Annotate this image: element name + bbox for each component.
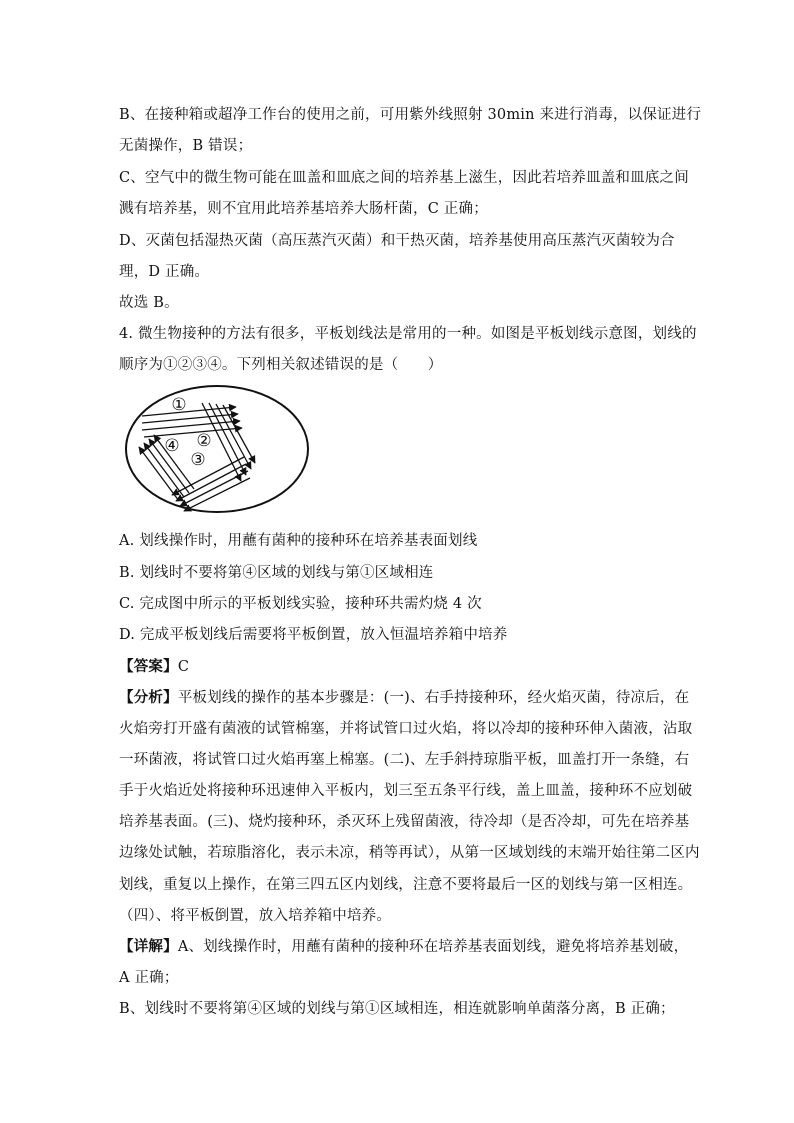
detail-label: 【详解】 bbox=[119, 938, 178, 955]
question-stem-line-1: 4. 微生物接种的方法有很多，平板划线法是常用的一种。如图是平板划线示意图，划线的 bbox=[119, 326, 697, 342]
option-d: D. 完成平板划线后需要将平板倒置，放入恒温培养箱中培养 bbox=[119, 627, 508, 643]
analysis-line-5: 培养基表面。(三)、烧灼接种环，杀灭环上残留菌液，待冷却（是否冷却，可先在培养基 bbox=[119, 814, 690, 830]
text-line-6: 理，D 正确。 bbox=[119, 264, 210, 280]
detail-line-1 bbox=[119, 935, 688, 956]
analysis-line-6: 边缘处试触，若琼脂溶化，表示未凉，稍等再试），从第一区域划线的末端开始往第二区内 bbox=[119, 845, 700, 861]
answer-label: 【答案】 bbox=[119, 658, 178, 675]
analysis-line-7: 划线，重复以上操作，在第三四五区内划线，注意不要将最后一区的划线与第一区相连。 bbox=[119, 877, 693, 893]
analysis-line-4: 手于火焰近处将接种环迅速伸入平板内，划三至五条平行线，盖上皿盖，接种环不应划破 bbox=[119, 783, 693, 799]
region-label-3: ③ bbox=[190, 450, 206, 470]
detail-line-2: A 正确； bbox=[119, 970, 179, 986]
text-line-4: 溅有培养基，则不宜用此培养基培养大肠杆菌，C 正确； bbox=[119, 201, 488, 217]
text-line-2: 无菌操作，B 错误； bbox=[119, 138, 253, 154]
analysis-label: 【分析】 bbox=[119, 689, 178, 706]
text-line-3: C、空气中的微生物可能在皿盖和皿底之间的培养基上滋生，因此若培养皿盖和皿底之间 bbox=[119, 170, 689, 186]
detail-text: A、划线操作时，用蘸有菌种的接种环在培养基表面划线，避免将培养基划破， bbox=[177, 939, 689, 955]
text-line-7: 故选 B。 bbox=[119, 295, 179, 311]
streak-plate-figure bbox=[124, 383, 310, 515]
analysis-text: 平板划线的操作的基本步骤是：(一)、右手持接种环，经火焰灭菌，待凉后，在 bbox=[177, 690, 690, 706]
analysis-line-3: 一环菌液，将试管口过火焰再塞上棉塞。(二)、左手斜持琼脂平板，皿盖打开一条缝，右 bbox=[119, 752, 690, 768]
streak-region-3 bbox=[172, 457, 250, 511]
region-label-4: ④ bbox=[164, 436, 180, 456]
answer-value: C bbox=[177, 659, 190, 675]
analysis-line-8: （四）、将平板倒置，放入培养箱中培养。 bbox=[119, 908, 392, 924]
question-stem-line-2: 顺序为①②③④。下列相关叙述错误的是（ ） bbox=[119, 357, 443, 373]
option-a: A. 划线操作时，用蘸有菌种的接种环在培养基表面划线 bbox=[119, 533, 478, 549]
detail-line-3: B、划线时不要将第④区域的划线与第①区域相连，相连就影响单菌落分离，B 正确； bbox=[119, 1001, 675, 1017]
option-b: B. 划线时不要将第④区域的划线与第①区域相连 bbox=[119, 565, 434, 581]
option-c: C. 完成图中所示的平板划线实验，接种环共需灼烧 4 次 bbox=[119, 596, 482, 612]
answer-line bbox=[119, 655, 189, 676]
region-label-2: ② bbox=[196, 431, 212, 451]
region-label-1: ① bbox=[171, 395, 187, 415]
text-line-1: B、在接种箱或超净工作台的使用之前，可用紫外线照射 30min 来进行消毒，以保证进行 bbox=[119, 107, 702, 123]
text-line-5: D、灭菌包括湿热灭菌（高压蒸汽灭菌）和干热灭菌，培养基使用高压蒸汽灭菌较为合 bbox=[119, 233, 675, 249]
analysis-line-1 bbox=[119, 686, 689, 707]
analysis-line-2: 火焰旁打开盛有菌液的试管棉塞，并将试管口过火焰，将以冷却的接种环伸入菌液，沾取 bbox=[119, 721, 693, 737]
